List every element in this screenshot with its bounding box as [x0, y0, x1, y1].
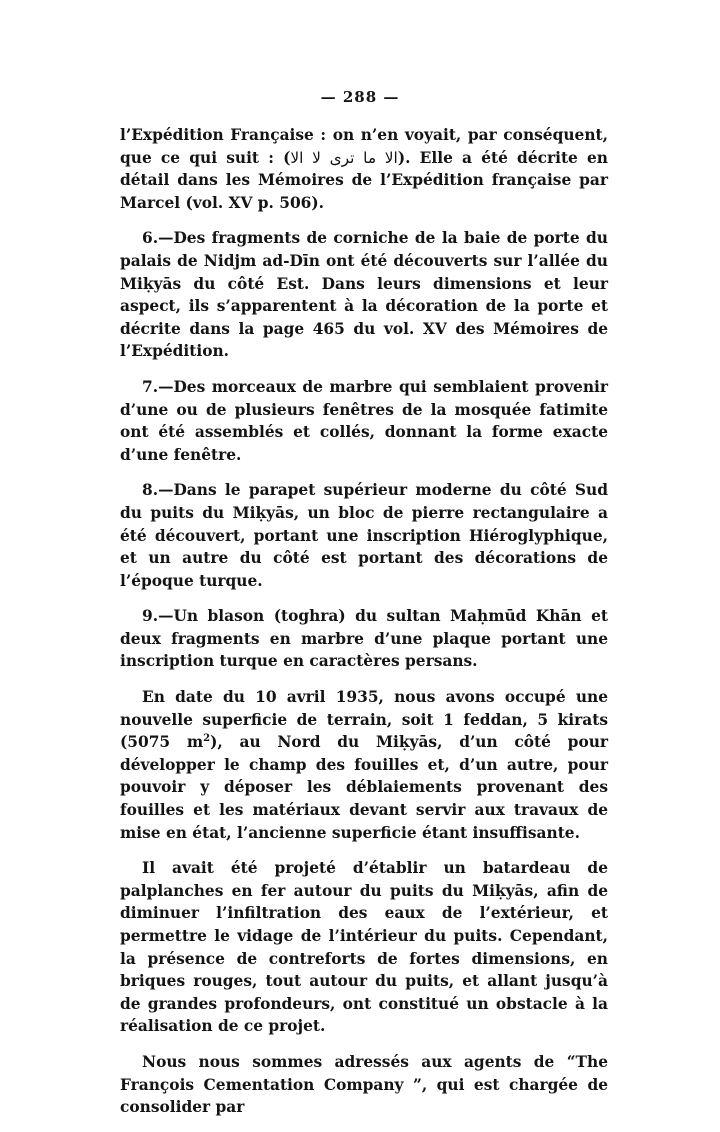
paragraph-new-terrain-text: En date du 10 avril 1935, nous avons occupé une nouvelle superficie de terrain, soit 1 feddan, 5 kirats (5075 m: [120, 688, 608, 752]
paragraph-new-terrain-text-end: ), au Nord du Miḳyās, d’un côté pour développer le champ des fouilles et, d’un autre, pour pouvoir y déposer les déblaiements provenant des fouilles et les matériaux devant servir aux travaux de mise en état, l’ancienne superficie étant insuffisante.: [120, 733, 609, 842]
paragraph-item-7: 7.—Des morceaux de marbre qui semblaient provenir d’une ou de plusieurs fenêtres de la mosquée fatimite ont été assemblés et collés, donnant la forme exacte d’une fenêtre.: [120, 377, 608, 464]
page-number: — 288 —: [320, 88, 400, 106]
paragraph-continuation: [120, 124, 608, 214]
paragraph-item-9: 9.—Un blason (toghra) du sultan Maḥmūd Khān et deux fragments en marbre d’une plaque portant une inscription turque en caractères persans.: [120, 607, 608, 671]
paragraph-continuation-text-end: ). Elle a été décrite en détail dans les Mémoires de l’Expédition française par Marcel (vol. XV p. 506).: [120, 148, 608, 212]
paragraph-item-6: 6.—Des fragments de corniche de la baie de porte du palais de Nidjm ad-Dīn ont été découverts sur l’allée du Miḳyās du côté Est. Dans leurs dimensions et leur aspect, ils s’apparentent à la décoration de la porte et décrite dans la page 465 du vol. XV des Mémoires de l’Expédition.: [120, 229, 608, 361]
superscript-exponent: 2: [203, 733, 211, 745]
paragraph-item-8: 8.—Dans le parapet supérieur moderne du côté Sud du puits du Miḳyās, un bloc de pierre rectangulaire a été découvert, portant une inscription Hiéroglyphique, et un autre du côté est portant des décorations de l’époque turque.: [120, 481, 608, 590]
paragraph-cofferdam: Il avait été projeté d’établir un batardeau de palplanches en fer autour du puits du Miḳyās, afin de diminuer l’infiltration des eaux de l’extérieur, et permettre le vidage de l’intérieur du puits. Cependant, la présence de contreforts de fortes dimensions, en briques rouges, tout autour du puits, et allant jusqu’à de grandes profondeurs, ont constitué un obstacle à la réalisation de ce projet.: [120, 859, 608, 1036]
body-text: [120, 124, 608, 1132]
paragraph-new-terrain: [120, 686, 608, 844]
paragraph-cementation-company: Nous nous sommes adressés aux agents de “The François Cementation Company ”, qui est chargée de consolider par: [120, 1052, 608, 1117]
paragraph-continuation-text: l’Expédition Française : on n’en voyait, par conséquent, que ce qui suit : (: [120, 126, 608, 167]
arabic-quotation: الا ما ترى لا الا: [290, 148, 398, 167]
